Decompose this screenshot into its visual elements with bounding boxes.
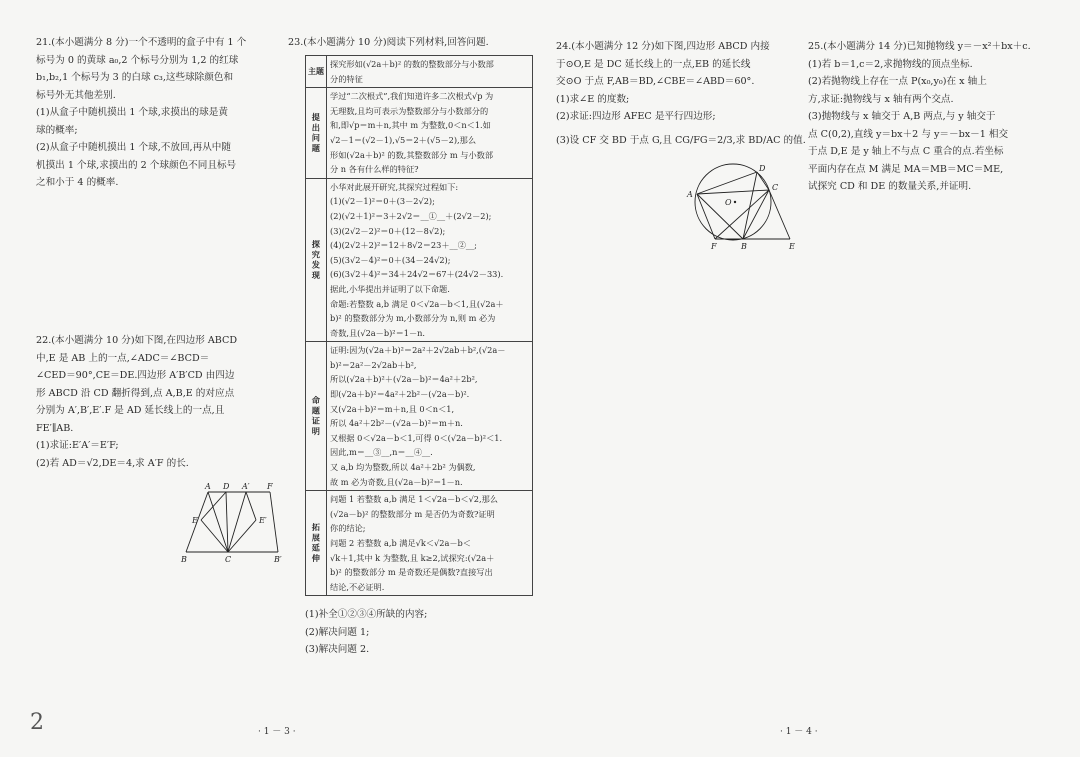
- q24-line: 交⊙O 于点 F,AB＝BD,∠CBE＝∠ABD＝60°.: [556, 76, 755, 87]
- q25-line: (3)抛物线与 x 轴交于 A,B 两点,与 y 轴交于: [808, 111, 996, 122]
- q25-line: (2)若抛物线上存在一点 P(x₀,y₀)在 x 轴上: [808, 76, 987, 87]
- q23-cell-line: (6)(3√2＋4)²＝34＋24√2＝67＋(24√2－33).: [330, 269, 504, 280]
- q21-line: b₁,b₂,1 个标号为 3 的白球 c₃,这些球除颜色和: [36, 72, 234, 83]
- q22-label: B: [181, 555, 187, 564]
- q23-head: 主题: [306, 56, 327, 88]
- q23-cell-line: (√2a－b)² 的整数部分 m 是否仍为奇数?证明: [330, 508, 495, 519]
- q22-label: A: [205, 482, 211, 491]
- q22-label: A′: [242, 482, 250, 491]
- q24-label: E: [789, 242, 795, 250]
- q23-cell-line: (1)(√2－1)²＝0＋(3－2√2);: [330, 196, 435, 207]
- q23-cell-line: 奇数,且(√2a－b)²＝1－n.: [330, 327, 426, 338]
- q22-line: (1)求证:E′A′＝E′F;: [36, 440, 119, 451]
- q23-cell-line: 分 n 各有什么样的特征?: [330, 164, 419, 175]
- q23-task: (1)补全①②③④所缺的内容;: [305, 609, 428, 620]
- q22-line: 22.(本小题满分 10 分)如下图,在四边形 ABCD: [36, 335, 238, 346]
- q23-head: 探究发现: [306, 178, 327, 342]
- q23-cell-line: 探究形如(√2a＋b)² 的数的整数部分与小数部: [330, 59, 494, 69]
- q21-line: 之和小于 4 的概率.: [36, 177, 119, 188]
- q23-intro: 23.(本小题满分 10 分)阅读下列材料,回答问题.: [288, 37, 489, 48]
- q22-figure: [178, 480, 284, 566]
- q23-cell-line: b)² 的整数部分为 m,小数部分为 n,则 m 必为: [330, 313, 496, 324]
- q24-label: F: [711, 242, 717, 250]
- q25-line: (1)若 b＝1,c＝2,求抛物线的顶点坐标.: [808, 58, 973, 70]
- q23-cell: [327, 342, 533, 491]
- q24-line: (2)求证:四边形 AFEC 是平行四边形;: [556, 111, 716, 122]
- q23-cell-line: √2－1＝(√2－1),√5＝2＋(√5－2),那么: [330, 134, 477, 145]
- q25-line: 点 C(0,2),直线 y＝bx＋2 与 y＝－bx－1 相交: [808, 128, 1009, 140]
- q23-cell: [327, 178, 533, 342]
- q23-task: (3)解决问题 2.: [305, 644, 370, 655]
- q23-head: 命题证明: [306, 342, 327, 491]
- q22-line: (2)若 AD＝√2,DE＝4,求 A′F 的长.: [36, 457, 189, 469]
- q23-cell-line: 学过“二次根式”,我们知道许多二次根式√p 为: [330, 91, 494, 102]
- q22-line: 中,E 是 AB 上的一点,∠ADC＝∠BCD＝: [36, 352, 210, 364]
- q24-line: (1)求∠E 的度数;: [556, 93, 630, 105]
- question-24: [556, 38, 806, 149]
- q23-cell: [327, 88, 533, 179]
- question-22: [36, 332, 281, 472]
- q25-line: 方,求证:抛物线与 x 轴有两个交点.: [808, 93, 954, 105]
- q25-line: 25.(本小题满分 14 分)已知抛物线 y＝－x²＋bx＋c.: [808, 41, 1031, 52]
- q23-tasks: [305, 606, 535, 659]
- q21-line: 21.(本小题满分 8 分)一个不透明的盒子中有 1 个: [36, 37, 247, 48]
- q23-cell: [327, 56, 533, 88]
- q23-cell-line: 形如(√2a＋b)² 的数,其整数部分 m 与小数部: [330, 149, 494, 160]
- q22-line: 分别为 A′,B′,E′.F 是 AD 延长线上的一点,且: [36, 405, 225, 416]
- q23-cell-line: 和,即√p＝m＋n,其中 m 为整数,0＜n＜1.如: [330, 120, 491, 131]
- q24-label: O: [725, 198, 732, 207]
- q22-line: FE′∥AB.: [36, 422, 74, 434]
- q23-row-topic: [306, 56, 533, 88]
- q23-head: 拓展延伸: [306, 491, 327, 596]
- q25-line: 于点 D,E 是 y 轴上不与点 C 重合的点.若坐标: [808, 146, 1004, 157]
- q23-cell-line: 证明:因为(√2a＋b)²＝2a²＋2√2ab＋b²,(√2a－: [330, 345, 506, 356]
- q23-head: 提出问题: [306, 88, 327, 179]
- q24-line: 于⊙O,E 是 DC 延长线上的一点,EB 的延长线: [556, 58, 751, 70]
- q23-cell-line: 所以 4a²＋2b²－(√2a－b)²＝m＋n.: [330, 418, 463, 429]
- q23-cell-line: 命题:若整数 a,b 满足 0＜√2a－b＜1,且(√2a＋: [330, 298, 504, 309]
- q24-label: C: [772, 183, 779, 192]
- q23-cell-line: b)² 的整数部分 m 是奇数还是偶数?直接写出: [330, 567, 493, 578]
- q22-label: E: [192, 516, 198, 525]
- q23-row-proof: [306, 342, 533, 491]
- q23-cell-line: 即(√2a＋b)²＝4a²＋2b²－(√2a－b)².: [330, 389, 470, 400]
- q22-line: 形 ABCD 沿 CD 翻折得到,点 A,B,E 的对应点: [36, 387, 235, 399]
- q24-figure: [685, 160, 801, 250]
- q23-row-extend: [306, 491, 533, 596]
- corner-mark: 2: [30, 710, 44, 735]
- q23-cell-line: b)²＝2a²－2√2ab＋b²,: [330, 359, 417, 370]
- q24-line: (3)设 CF 交 BD 于点 G,且 CG/FG＝2/3,求 BD/AC 的值.: [556, 134, 806, 146]
- q21-line: (2)从盒子中随机摸出 1 个球,不放回,再从中随: [36, 142, 231, 153]
- q23-cell-line: 你的结论;: [330, 523, 366, 534]
- question-21: [36, 34, 281, 192]
- q23-cell-line: 故 m 必为奇数,且(√2a－b)²＝1－n.: [330, 476, 463, 487]
- q22-label: B′: [274, 555, 282, 564]
- q25-line: 试探究 CD 和 DE 的数量关系,并证明.: [808, 181, 972, 192]
- q23-cell-line: 问题 1 若整数 a,b 满足 1＜√2a－b＜√2,那么: [330, 494, 498, 505]
- q23-cell-line: 因此,m＝__③__,n＝__④__.: [330, 447, 433, 458]
- q23-cell-line: (4)(2√2＋2)²＝12＋8√2＝23＋__②__;: [330, 240, 477, 251]
- q21-line: 机摸出 1 个球,求摸出的 2 个球颜色不同且标号: [36, 159, 237, 171]
- q24-label: D: [759, 164, 766, 173]
- q21-line: 标号外无其他差别.: [36, 89, 116, 101]
- q23-cell-line: √k＋1,其中 k 为整数,且 k≥2,试探究:(√2a＋: [330, 552, 495, 563]
- q22-label: E′: [259, 516, 267, 525]
- question-25: [808, 38, 1058, 196]
- q24-line: 24.(本小题满分 12 分)如下图,四边形 ABCD 内接: [556, 41, 770, 52]
- page-number-left: · 1 － 3 ·: [258, 727, 296, 737]
- q23-task: (2)解决问题 1;: [305, 626, 370, 638]
- q24-label: B: [741, 242, 747, 250]
- q23-row-explore: [306, 178, 533, 342]
- q22-label: D: [223, 482, 230, 491]
- q25-line: 平面内存在点 M 满足 MA＝MB＝MC＝ME,: [808, 163, 1004, 175]
- q23-cell-line: 据此,小华提出并证明了以下命题.: [330, 283, 450, 294]
- q21-line: 球的概率;: [36, 124, 78, 136]
- q23-cell-line: 结论,不必证明.: [330, 581, 385, 592]
- q22-label: C: [225, 555, 232, 564]
- q23-cell-line: 分的特征: [330, 73, 363, 84]
- q23-cell-line: 又 a,b 均为整数,所以 4a²＋2b² 为偶数,: [330, 462, 476, 473]
- q23-material-table: [305, 55, 533, 596]
- q23-cell-line: 又(√2a＋b)²＝m＋n,且 0＜n＜1,: [330, 403, 455, 414]
- q22-line: ∠CED＝90°,CE＝DE.四边形 A′B′CD 由四边: [36, 370, 235, 381]
- q23-cell-line: (2)(√2＋1)²＝3＋2√2＝__①__＋(2√2－2);: [330, 210, 492, 221]
- q22-label: F: [267, 482, 273, 491]
- q21-line: (1)从盒子中随机摸出 1 个球,求摸出的球是黄: [36, 107, 228, 118]
- q23-cell-line: (5)(3√2－4)²＝0＋(34－24√2);: [330, 254, 451, 265]
- q23-cell-line: 又根据 0＜√2a－b＜1,可得 0＜(√2a－b)²＜1.: [330, 432, 503, 443]
- q21-line: 标号为 0 的黄球 a₀,2 个标号分别为 1,2 的红球: [36, 54, 239, 66]
- q23-cell-line: 无理数,且均可表示为整数部分与小数部分的: [330, 105, 489, 116]
- q23-cell-line: (3)(2√2－2)²＝0＋(12－8√2);: [330, 225, 446, 236]
- q24-label: A: [687, 190, 693, 199]
- q23-cell-line: 问题 2 若整数 a,b 满足√k＜√2a－b＜: [330, 538, 471, 548]
- q23-cell-line: 所以(√2a＋b)²＋(√2a－b)²＝4a²＋2b²,: [330, 374, 478, 385]
- q23-row-question: [306, 88, 533, 179]
- q23-cell-line: 小华对此展开研究,其探究过程如下:: [330, 181, 459, 192]
- q23-cell: [327, 491, 533, 596]
- page-number-right: · 1 － 4 ·: [780, 727, 818, 737]
- question-23-intro: [288, 34, 538, 52]
